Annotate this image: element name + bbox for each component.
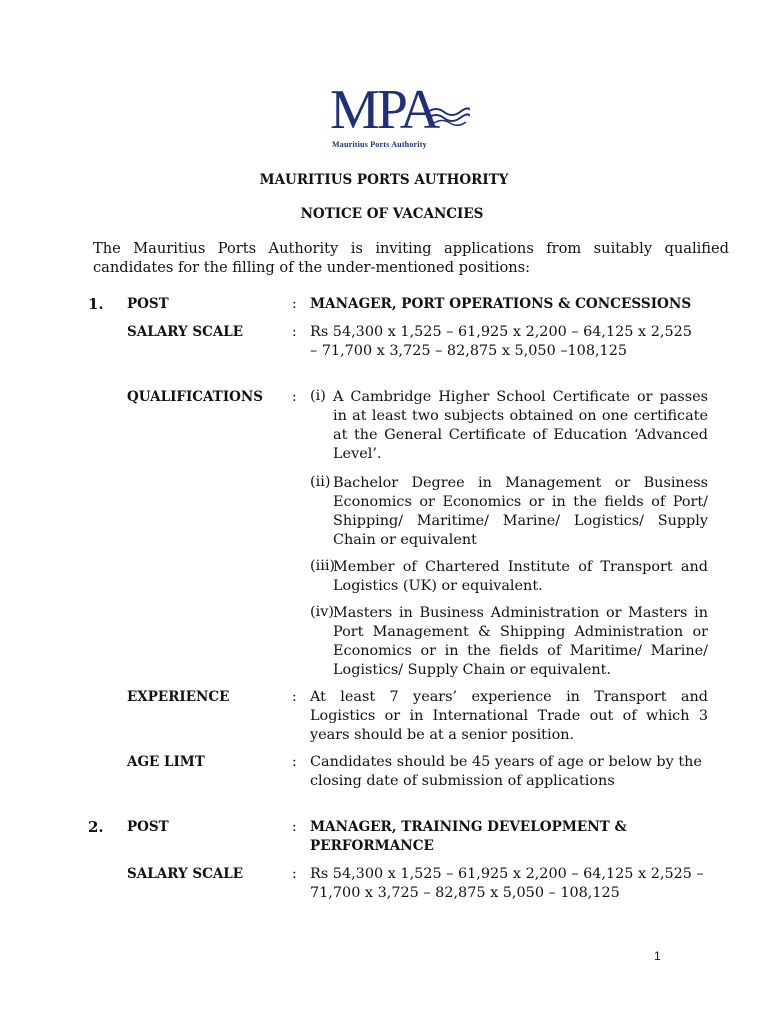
vacancy-1-experience-value: At least 7 years’ experience in Transport and Logistics or in International Trade out of which 3 years should be at a senior position. [310,689,708,743]
vacancy-1-salary-label: SALARY SCALE [127,324,244,340]
vacancy-1-post-value: MANAGER, PORT OPERATIONS & CONCESSIONS [310,296,692,312]
vacancy-2-number: 2. [88,818,104,836]
vacancy-1-age-label: AGE LIMT [127,754,205,770]
logo-mark: MPA [330,79,438,141]
qualification-numeral: (ii) [310,474,331,490]
notice-title: NOTICE OF VACANCIES [300,206,484,222]
vacancy-2-post-value: MANAGER, TRAINING DEVELOPMENT & PERFORMANCE [310,819,627,854]
vacancy-2-salary-value: Rs 54,300 x 1,525 – 61,925 x 2,200 – 64,125 x 2,525 – 71,700 x 3,725 – 82,875 x 5,050 – 108,125 [310,866,704,901]
intro-paragraph: The Mauritius Ports Authority is inviting applications from suitably qualified candidates for the filling of the under-mentioned positions: [93,240,729,276]
colon: : [292,689,297,705]
vacancy-1-post-label: POST [127,296,169,312]
qualification-text: Masters in Business Administration or Masters in Port Management & Shipping Administration or Economics or in the fields of Maritime/ Marine/ Logistics/ Supply Chain or equivalent. [333,605,708,678]
logo-subtitle: Mauritius Ports Authority [332,140,427,149]
colon: : [292,754,297,770]
colon: : [292,866,297,882]
page-number: 1 [654,949,661,963]
vacancy-2-salary-label: SALARY SCALE [127,866,244,882]
vacancy-1-number: 1. [88,295,104,313]
vacancy-1-salary-value: Rs 54,300 x 1,525 – 61,925 x 2,200 – 64,125 x 2,525 – 71,700 x 3,725 – 82,875 x 5,050 –108,125 [310,324,692,359]
colon: : [292,296,297,312]
qualification-text: A Cambridge Higher School Certificate or passes in at least two subjects obtained on one certificate at the General Certificate of Education ‘Advanced Level’. [333,389,708,462]
qualification-numeral: (iv) [310,604,334,620]
vacancy-1-experience-label: EXPERIENCE [127,689,230,705]
qualification-text: Bachelor Degree in Management or Business Economics or Economics or in the fields of Port/ Shipping/ Maritime/ Marine/ Logistics/ Supply Chain or equivalent [333,475,708,548]
org-heading: MAURITIUS PORTS AUTHORITY [259,172,509,188]
qualification-numeral: (iii) [310,558,336,574]
vacancy-1-qualifications-label: QUALIFICATIONS [127,389,263,405]
wave-icon [426,96,470,126]
mpa-logo [330,79,472,156]
colon: : [292,324,297,340]
qualification-numeral: (i) [310,388,326,404]
colon: : [292,819,297,835]
qualification-text: Member of Chartered Institute of Transport and Logistics (UK) or equivalent. [333,559,708,594]
colon: : [292,389,297,405]
vacancy-2-post-label: POST [127,819,169,835]
vacancy-1-age-value: Candidates should be 45 years of age or below by the closing date of submission of applications [310,754,702,789]
